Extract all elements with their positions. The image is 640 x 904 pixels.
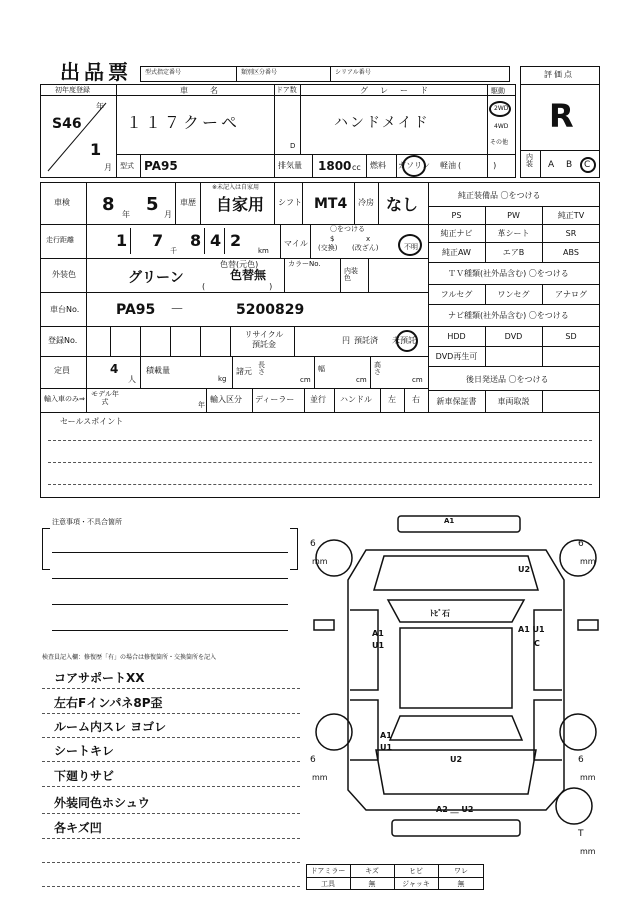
tread-fr: 6 <box>578 539 584 549</box>
model-year-label: モデル年式 <box>91 390 119 406</box>
diag-lower: U2 <box>450 755 463 764</box>
fuel-other: ( ) <box>458 161 497 170</box>
ac-label: 冷房 <box>358 198 374 207</box>
drive-4wd: 4WD <box>494 123 509 130</box>
equip-aw: 純正AW <box>442 247 471 257</box>
displacement-label: 排気量 <box>278 161 302 170</box>
reg-era: S46 <box>52 116 82 132</box>
color-label: 外装色 <box>52 270 76 279</box>
recycle-label: リサイクル預託金 <box>244 330 284 349</box>
history-note: ※未記入は自家用 <box>212 184 260 191</box>
equip-ps: PS <box>451 210 462 220</box>
notes-label: 注意事項・不具合箇所 <box>52 518 122 526</box>
recycle-yen: 円 <box>342 336 350 345</box>
navi-hdd: HDD <box>447 331 466 341</box>
recycle-deposit: 預託済 <box>354 336 378 345</box>
tools-jack: ジャッキ <box>402 879 430 888</box>
diag-left-1: A1 <box>372 629 384 638</box>
tread-fl-unit: mm <box>312 557 328 566</box>
mileage-o1b: (交換) <box>318 244 338 252</box>
doors-label: ドア数 <box>276 86 297 94</box>
inspector-line-4: シートキレ <box>54 744 114 758</box>
mileage-o2: x <box>366 235 371 243</box>
diag-top: A1 <box>444 517 455 525</box>
tread-rl: 6 <box>310 755 316 765</box>
load-label: 積載量 <box>146 366 170 375</box>
fuel-label: 燃料 <box>370 161 386 170</box>
capacity-label: 定員 <box>54 366 70 375</box>
navi-dvd-play: DVD再生可 <box>435 351 478 361</box>
regno-label: 登録No. <box>48 336 78 345</box>
fuel-gasoline: ガソリン <box>398 161 430 170</box>
car-name-value: １１７クーペ <box>126 113 241 132</box>
displacement-unit: cc <box>352 163 361 172</box>
mileage-d5: 2 <box>230 231 242 250</box>
tread-fr-unit: mm <box>580 557 596 566</box>
equip-airbag: エアB <box>502 247 525 257</box>
reg-month: 1 <box>90 140 102 159</box>
mileage-d3: 8 <box>190 231 202 250</box>
equip-navi: 純正ナビ <box>440 228 473 238</box>
inspection-month-unit: 月 <box>164 210 172 219</box>
mileage-o1: $ <box>330 235 335 243</box>
dim-length: 長さ <box>258 361 265 376</box>
reg-year-unit: 年 <box>96 102 104 111</box>
drive-label: 駆動 <box>491 87 505 95</box>
diag-upper-right: U2 <box>518 565 531 574</box>
inspector-label: 検査員記入欄：修復歴「有」の場合は修復箇所・交換箇所を記入 <box>42 654 217 661</box>
repaint-value: 色替無 <box>230 268 267 282</box>
tread-spare: T <box>578 829 584 839</box>
diag-lower-left-1: A1 <box>380 731 392 740</box>
inspector-line-3: ルーム内スレ ヨゴレ <box>54 720 167 734</box>
repaint-label: 色替(元色) <box>220 260 259 269</box>
inspector-line-6: 外装同色ホシュウ <box>54 796 150 810</box>
dim-height: 高さ <box>374 361 381 376</box>
tools-crack: ヒビ <box>409 866 423 875</box>
dim-height-unit: cm <box>412 376 423 384</box>
capacity-value: 4 <box>110 362 119 376</box>
inspection-month: 5 <box>146 194 159 215</box>
inspector-line-7: 各キズ凹 <box>54 821 102 835</box>
shift-value: MT4 <box>314 196 348 212</box>
dim-label: 諸元 <box>236 367 252 376</box>
dim-length-unit: cm <box>300 376 311 384</box>
drive-2wd: 2WD <box>494 105 509 112</box>
import-dealer: ディーラー <box>255 395 295 404</box>
later-title: 後日発送品 〇をつける <box>466 375 549 384</box>
mileage-d2: 7 <box>152 231 164 250</box>
model-year-unit: 年 <box>198 401 205 409</box>
serial-number-label: シリアル番号 <box>335 69 371 76</box>
type-number-label: 型式指定番号 <box>145 69 182 76</box>
diag-center: ﾄﾋﾞ石 <box>430 609 450 618</box>
handle-right: 右 <box>412 395 420 404</box>
mileage-unit-k: 千 <box>170 247 177 255</box>
later-manual: 車両取説 <box>497 396 530 406</box>
mileage-d1: 1 <box>116 231 128 250</box>
interior-label: 内装 <box>526 153 533 168</box>
tools-tool-value: 無 <box>368 879 376 888</box>
repaint-paren: ( ) <box>202 282 273 291</box>
interior-b: B <box>566 160 573 170</box>
recycle-not: 未預託 <box>392 336 416 345</box>
displacement-value: 1800 <box>318 159 352 173</box>
shift-label: シフト <box>278 198 302 207</box>
tools-mirror: ドアミラー <box>310 866 346 875</box>
ac-value: なし <box>386 195 419 214</box>
car-name-label: 車 名 <box>180 86 220 95</box>
interior-c: C <box>584 160 591 170</box>
equip-pw: PW <box>507 210 520 220</box>
equip-abs: ABS <box>563 247 579 257</box>
mileage-d4: 4 <box>210 231 222 250</box>
interior-a: A <box>548 160 555 170</box>
diag-lower-left-2: U1 <box>380 743 393 752</box>
import-label: 輸入車のみ⇒ <box>44 395 85 403</box>
mile-label: マイル <box>284 239 308 248</box>
model-label: 型式 <box>120 162 134 170</box>
mileage-unit-km: km <box>258 247 269 255</box>
mileage-o2b: (改ざん) <box>352 244 379 252</box>
sales-point-label: セールスポイント <box>60 417 124 426</box>
dim-width: 幅 <box>318 365 325 373</box>
page-title: 出品票 <box>60 60 132 84</box>
interior-color-label: 内装色 <box>344 267 358 282</box>
equipment-title: 純正装備品 〇をつける <box>458 191 541 200</box>
chassis-number: 5200829 <box>236 302 305 318</box>
dim-width-unit: cm <box>356 376 367 384</box>
tools-scratch: キズ <box>365 866 379 875</box>
handle-label: ハンドル <box>340 395 372 404</box>
tread-spare-unit: mm <box>580 847 596 856</box>
tools-tool: 工具 <box>321 879 335 888</box>
diag-left-2: U1 <box>372 641 385 650</box>
load-unit: kg <box>218 375 227 383</box>
reg-month-unit: 月 <box>104 163 112 172</box>
later-warranty: 新車保証書 <box>436 396 477 406</box>
inspection-year-unit: 年 <box>122 210 130 219</box>
grade-value: ハンドメイド <box>334 115 430 131</box>
navi-title: ナビ種類(社外品含む) 〇をつける <box>448 311 569 320</box>
import-parallel: 並行 <box>310 395 326 404</box>
tread-rr-unit: mm <box>580 773 596 782</box>
inspector-line-5: 下廻りサビ <box>54 769 115 783</box>
tv-analog: アナログ <box>555 289 587 299</box>
equip-leather: 革シート <box>497 228 530 238</box>
chassis-dash: － <box>170 302 184 318</box>
capacity-unit: 人 <box>128 375 136 384</box>
inspection-label: 車検 <box>54 198 70 207</box>
inspector-line-2: 左右Fインパネ8P歪 <box>54 696 163 710</box>
drive-other: その他 <box>490 139 509 146</box>
serial-header <box>140 66 510 82</box>
first-reg-label: 初年度登録 <box>55 86 90 94</box>
diag-right-1: A1 U1 <box>518 625 545 634</box>
tread-rr: 6 <box>578 755 584 765</box>
tools-broken: ワレ <box>454 866 468 875</box>
equip-sr: SR <box>565 228 577 238</box>
handle-left: 左 <box>388 395 396 404</box>
model-value: PA95 <box>144 159 178 173</box>
grade-label: グ レ ー ド <box>360 86 430 95</box>
mileage-marker: 〇をつける <box>330 225 365 233</box>
history-value: 自家用 <box>216 195 265 214</box>
tv-title: ＴＶ種類(社外品含む) 〇をつける <box>448 269 569 278</box>
color-value: グリーン <box>128 270 184 286</box>
tv-oneseg: ワンセグ <box>497 289 530 299</box>
doors-value: D <box>290 142 296 150</box>
tv-fullseg: フルセグ <box>440 289 473 299</box>
navi-sd: SD <box>565 331 577 341</box>
inspector-line-1: コアサポートXX <box>54 671 145 685</box>
chassis-label: 車台No. <box>50 305 80 314</box>
import-div-label: 輸入区分 <box>210 395 242 404</box>
chassis-prefix: PA95 <box>116 302 156 318</box>
history-label: 車歴 <box>180 198 196 207</box>
tread-fl: 6 <box>310 539 316 549</box>
equip-tv: 純正TV <box>557 210 585 220</box>
mileage-label: 走行距離 <box>46 236 74 244</box>
score-value: R <box>549 97 574 135</box>
score-label: 評価点 <box>544 70 574 79</box>
class-number-label: 類別区分番号 <box>241 69 278 76</box>
navi-dvd: DVD <box>504 331 523 341</box>
mileage-o3: 不明 <box>404 243 418 251</box>
inspection-year: 8 <box>102 194 115 215</box>
diag-bottom: A2 ＿ U2 <box>436 805 474 814</box>
diag-right-2: C <box>534 639 540 648</box>
tools-jack-value: 無 <box>457 879 465 888</box>
fuel-diesel: 軽油 <box>440 161 456 170</box>
tread-rl-unit: mm <box>312 773 328 782</box>
color-code-label: カラーNo. <box>288 260 321 268</box>
